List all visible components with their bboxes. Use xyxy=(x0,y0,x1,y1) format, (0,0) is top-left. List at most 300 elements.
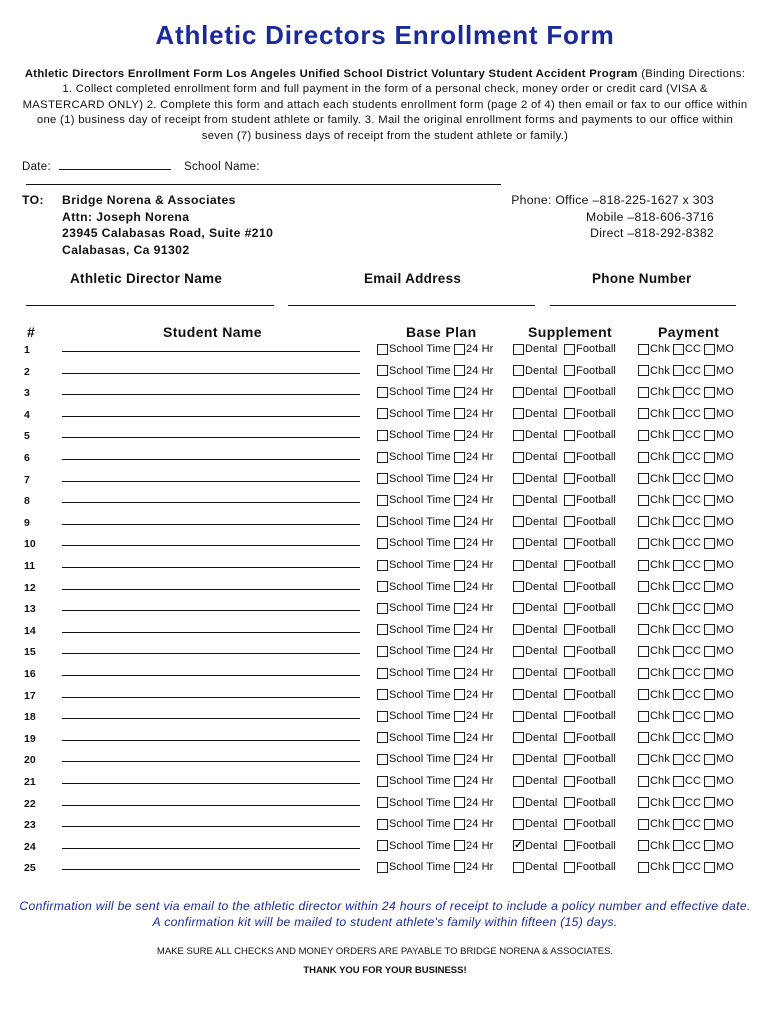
chk-option[interactable] xyxy=(638,558,670,572)
checkbox-icon[interactable] xyxy=(564,754,575,765)
athletic-director-name-field[interactable] xyxy=(26,305,274,306)
football-option[interactable] xyxy=(564,580,616,594)
checkbox-icon[interactable] xyxy=(377,581,388,592)
checkbox-icon[interactable] xyxy=(454,581,465,592)
student-name-field[interactable] xyxy=(62,481,360,482)
school-time-option[interactable] xyxy=(377,536,451,550)
dental-option[interactable] xyxy=(513,644,557,658)
dental-option[interactable] xyxy=(513,428,557,442)
checkbox-icon[interactable] xyxy=(638,452,649,463)
checkbox-icon[interactable] xyxy=(638,603,649,614)
football-option[interactable] xyxy=(564,601,616,615)
football-option[interactable] xyxy=(564,364,616,378)
mo-option[interactable] xyxy=(704,796,734,810)
football-option[interactable] xyxy=(564,709,616,723)
school-time-option[interactable] xyxy=(377,731,451,745)
checkbox-icon[interactable] xyxy=(564,538,575,549)
checkbox-icon[interactable] xyxy=(638,387,649,398)
cc-option[interactable] xyxy=(673,601,701,615)
checkbox-icon[interactable] xyxy=(704,689,715,700)
checkbox-icon[interactable] xyxy=(513,495,524,506)
24-hr-option[interactable] xyxy=(454,601,493,615)
school-time-option[interactable] xyxy=(377,774,451,788)
mo-option[interactable] xyxy=(704,536,734,550)
cc-option[interactable] xyxy=(673,472,701,486)
chk-option[interactable] xyxy=(638,407,670,421)
24-hr-option[interactable] xyxy=(454,385,493,399)
24-hr-option[interactable] xyxy=(454,536,493,550)
football-option[interactable] xyxy=(564,774,616,788)
checkbox-icon[interactable] xyxy=(638,646,649,657)
cc-option[interactable] xyxy=(673,666,701,680)
checkbox-icon[interactable] xyxy=(377,754,388,765)
24-hr-option[interactable] xyxy=(454,623,493,637)
checkbox-icon[interactable] xyxy=(377,603,388,614)
checkbox-icon[interactable] xyxy=(564,560,575,571)
checkbox-icon[interactable] xyxy=(704,862,715,873)
student-name-field[interactable] xyxy=(62,589,360,590)
24-hr-option[interactable] xyxy=(454,493,493,507)
checkbox-icon[interactable] xyxy=(513,538,524,549)
checkbox-icon[interactable] xyxy=(704,387,715,398)
checkbox-icon[interactable] xyxy=(638,624,649,635)
football-option[interactable] xyxy=(564,558,616,572)
mo-option[interactable] xyxy=(704,493,734,507)
24-hr-option[interactable] xyxy=(454,731,493,745)
24-hr-option[interactable] xyxy=(454,817,493,831)
cc-option[interactable] xyxy=(673,839,701,853)
football-option[interactable] xyxy=(564,623,616,637)
mo-option[interactable] xyxy=(704,731,734,745)
student-name-field[interactable] xyxy=(62,459,360,460)
checkbox-icon[interactable] xyxy=(673,473,684,484)
checkbox-icon[interactable] xyxy=(704,560,715,571)
checkbox-icon[interactable] xyxy=(377,711,388,722)
checkbox-icon[interactable] xyxy=(704,365,715,376)
checkbox-icon[interactable] xyxy=(564,495,575,506)
checkbox-icon[interactable] xyxy=(704,776,715,787)
student-name-field[interactable] xyxy=(62,740,360,741)
mo-option[interactable] xyxy=(704,580,734,594)
school-time-option[interactable] xyxy=(377,407,451,421)
checkbox-icon[interactable] xyxy=(673,711,684,722)
dental-option[interactable] xyxy=(513,407,557,421)
checkbox-icon[interactable] xyxy=(673,732,684,743)
school-time-option[interactable] xyxy=(377,385,451,399)
chk-option[interactable] xyxy=(638,493,670,507)
school-time-option[interactable] xyxy=(377,580,451,594)
24-hr-option[interactable] xyxy=(454,364,493,378)
checkbox-icon[interactable] xyxy=(454,408,465,419)
cc-option[interactable] xyxy=(673,580,701,594)
checkbox-icon[interactable] xyxy=(673,862,684,873)
checkbox-icon[interactable] xyxy=(454,430,465,441)
football-option[interactable] xyxy=(564,515,616,529)
checkbox-icon[interactable] xyxy=(377,365,388,376)
cc-option[interactable] xyxy=(673,817,701,831)
checkbox-icon[interactable] xyxy=(673,452,684,463)
mo-option[interactable] xyxy=(704,558,734,572)
24-hr-option[interactable] xyxy=(454,407,493,421)
mo-option[interactable] xyxy=(704,407,734,421)
checkbox-icon[interactable] xyxy=(673,408,684,419)
student-name-field[interactable] xyxy=(62,351,360,352)
student-name-field[interactable] xyxy=(62,373,360,374)
chk-option[interactable] xyxy=(638,644,670,658)
checkbox-icon[interactable] xyxy=(673,797,684,808)
chk-option[interactable] xyxy=(638,709,670,723)
checkbox-icon[interactable] xyxy=(377,797,388,808)
checkbox-icon[interactable] xyxy=(454,495,465,506)
student-name-field[interactable] xyxy=(62,869,360,870)
checkbox-icon[interactable] xyxy=(513,408,524,419)
chk-option[interactable] xyxy=(638,472,670,486)
dental-option[interactable] xyxy=(513,860,557,874)
dental-option[interactable] xyxy=(513,709,557,723)
checkbox-icon[interactable] xyxy=(454,603,465,614)
checkbox-icon[interactable] xyxy=(513,452,524,463)
dental-option[interactable] xyxy=(513,385,557,399)
checkbox-icon[interactable] xyxy=(377,516,388,527)
checkbox-icon[interactable] xyxy=(564,862,575,873)
checkbox-icon[interactable] xyxy=(454,624,465,635)
student-name-field[interactable] xyxy=(62,783,360,784)
student-name-field[interactable] xyxy=(62,610,360,611)
checkbox-icon[interactable] xyxy=(564,819,575,830)
cc-option[interactable] xyxy=(673,752,701,766)
24-hr-option[interactable] xyxy=(454,774,493,788)
checkbox-icon[interactable] xyxy=(513,776,524,787)
checkbox-icon[interactable] xyxy=(673,840,684,851)
checkbox-icon[interactable] xyxy=(454,754,465,765)
football-option[interactable] xyxy=(564,644,616,658)
24-hr-option[interactable] xyxy=(454,796,493,810)
mo-option[interactable] xyxy=(704,709,734,723)
cc-option[interactable] xyxy=(673,342,701,356)
chk-option[interactable] xyxy=(638,860,670,874)
football-option[interactable] xyxy=(564,752,616,766)
dental-option[interactable] xyxy=(513,558,557,572)
chk-option[interactable] xyxy=(638,796,670,810)
checkbox-icon[interactable] xyxy=(704,646,715,657)
checkbox-icon[interactable] xyxy=(513,473,524,484)
checkbox-icon[interactable] xyxy=(454,516,465,527)
24-hr-option[interactable] xyxy=(454,709,493,723)
school-time-option[interactable] xyxy=(377,709,451,723)
checkbox-icon[interactable] xyxy=(377,495,388,506)
checkbox-icon[interactable] xyxy=(638,408,649,419)
24-hr-option[interactable] xyxy=(454,428,493,442)
chk-option[interactable] xyxy=(638,601,670,615)
student-name-field[interactable] xyxy=(62,416,360,417)
checkbox-icon[interactable] xyxy=(454,344,465,355)
football-option[interactable] xyxy=(564,688,616,702)
dental-option[interactable] xyxy=(513,472,557,486)
checkbox-icon[interactable] xyxy=(564,581,575,592)
checkbox-icon[interactable] xyxy=(704,344,715,355)
student-name-field[interactable] xyxy=(62,632,360,633)
school-time-option[interactable] xyxy=(377,450,451,464)
football-option[interactable] xyxy=(564,796,616,810)
checkbox-icon[interactable] xyxy=(673,387,684,398)
checkbox-icon[interactable] xyxy=(638,538,649,549)
mo-option[interactable] xyxy=(704,623,734,637)
dental-option[interactable] xyxy=(513,796,557,810)
football-option[interactable] xyxy=(564,407,616,421)
checkbox-icon[interactable] xyxy=(564,408,575,419)
checkbox-icon[interactable] xyxy=(704,840,715,851)
checkbox-icon[interactable] xyxy=(564,711,575,722)
checkbox-icon[interactable] xyxy=(513,819,524,830)
student-name-field[interactable] xyxy=(62,675,360,676)
checkbox-icon[interactable] xyxy=(638,560,649,571)
checkbox-icon[interactable] xyxy=(638,754,649,765)
checkbox-icon[interactable] xyxy=(513,840,524,851)
school-time-option[interactable] xyxy=(377,342,451,356)
football-option[interactable] xyxy=(564,860,616,874)
checkbox-icon[interactable] xyxy=(454,473,465,484)
checkbox-icon[interactable] xyxy=(513,754,524,765)
school-time-option[interactable] xyxy=(377,623,451,637)
football-option[interactable] xyxy=(564,536,616,550)
checkbox-icon[interactable] xyxy=(377,862,388,873)
checkbox-icon[interactable] xyxy=(377,430,388,441)
mo-option[interactable] xyxy=(704,601,734,615)
checkbox-icon[interactable] xyxy=(638,581,649,592)
checkbox-icon[interactable] xyxy=(673,646,684,657)
football-option[interactable] xyxy=(564,493,616,507)
24-hr-option[interactable] xyxy=(454,688,493,702)
school-time-option[interactable] xyxy=(377,515,451,529)
checkbox-icon[interactable] xyxy=(704,754,715,765)
cc-option[interactable] xyxy=(673,493,701,507)
dental-option[interactable] xyxy=(513,536,557,550)
checkbox-icon[interactable] xyxy=(454,365,465,376)
dental-option[interactable] xyxy=(513,493,557,507)
checkbox-icon[interactable] xyxy=(513,344,524,355)
school-time-option[interactable] xyxy=(377,817,451,831)
student-name-field[interactable] xyxy=(62,718,360,719)
checkbox-icon[interactable] xyxy=(454,862,465,873)
checkbox-icon[interactable] xyxy=(638,840,649,851)
24-hr-option[interactable] xyxy=(454,580,493,594)
checkbox-icon[interactable] xyxy=(377,408,388,419)
checkbox-icon[interactable] xyxy=(704,797,715,808)
chk-option[interactable] xyxy=(638,536,670,550)
cc-option[interactable] xyxy=(673,450,701,464)
checkbox-icon[interactable] xyxy=(564,473,575,484)
student-name-field[interactable] xyxy=(62,502,360,503)
checkbox-icon[interactable] xyxy=(564,840,575,851)
checkbox-icon[interactable] xyxy=(673,560,684,571)
checkbox-icon[interactable] xyxy=(377,473,388,484)
checkbox-icon[interactable] xyxy=(704,473,715,484)
checkbox-icon[interactable] xyxy=(513,711,524,722)
chk-option[interactable] xyxy=(638,774,670,788)
mo-option[interactable] xyxy=(704,817,734,831)
checkbox-icon[interactable] xyxy=(638,495,649,506)
cc-option[interactable] xyxy=(673,644,701,658)
football-option[interactable] xyxy=(564,472,616,486)
chk-option[interactable] xyxy=(638,515,670,529)
checkbox-icon[interactable] xyxy=(513,603,524,614)
24-hr-option[interactable] xyxy=(454,666,493,680)
checkbox-icon[interactable] xyxy=(377,689,388,700)
checkbox-icon[interactable] xyxy=(454,689,465,700)
checkbox-icon[interactable] xyxy=(673,538,684,549)
school-time-option[interactable] xyxy=(377,364,451,378)
checkbox-icon[interactable] xyxy=(673,430,684,441)
checkbox-icon[interactable] xyxy=(564,430,575,441)
football-option[interactable] xyxy=(564,731,616,745)
checkbox-icon[interactable] xyxy=(673,603,684,614)
checkbox-icon[interactable] xyxy=(564,668,575,679)
checkbox-icon[interactable] xyxy=(638,473,649,484)
checkbox-icon[interactable] xyxy=(513,646,524,657)
checkbox-icon[interactable] xyxy=(454,840,465,851)
24-hr-option[interactable] xyxy=(454,644,493,658)
checkbox-icon[interactable] xyxy=(704,732,715,743)
checkbox-icon[interactable] xyxy=(513,365,524,376)
checkbox-icon[interactable] xyxy=(513,668,524,679)
checkbox-icon[interactable] xyxy=(454,776,465,787)
checkbox-icon[interactable] xyxy=(564,516,575,527)
checkbox-icon[interactable] xyxy=(704,495,715,506)
checkbox-icon[interactable] xyxy=(704,603,715,614)
school-time-option[interactable] xyxy=(377,601,451,615)
student-name-field[interactable] xyxy=(62,761,360,762)
checkbox-icon[interactable] xyxy=(564,732,575,743)
school-time-option[interactable] xyxy=(377,688,451,702)
chk-option[interactable] xyxy=(638,385,670,399)
checkbox-icon[interactable] xyxy=(704,430,715,441)
dental-option[interactable] xyxy=(513,688,557,702)
checkbox-icon[interactable] xyxy=(377,732,388,743)
checkbox-icon[interactable] xyxy=(454,668,465,679)
cc-option[interactable] xyxy=(673,731,701,745)
checkbox-icon[interactable] xyxy=(377,560,388,571)
dental-option[interactable] xyxy=(513,774,557,788)
school-time-option[interactable] xyxy=(377,493,451,507)
checkbox-icon[interactable] xyxy=(673,581,684,592)
cc-option[interactable] xyxy=(673,364,701,378)
cc-option[interactable] xyxy=(673,515,701,529)
checkbox-icon[interactable] xyxy=(564,452,575,463)
dental-option[interactable] xyxy=(513,666,557,680)
checkbox-icon[interactable] xyxy=(377,646,388,657)
student-name-field[interactable] xyxy=(62,437,360,438)
checkbox-icon[interactable] xyxy=(638,668,649,679)
mo-option[interactable] xyxy=(704,342,734,356)
checkbox-icon[interactable] xyxy=(513,430,524,441)
dental-option[interactable] xyxy=(513,839,557,853)
school-time-option[interactable] xyxy=(377,666,451,680)
checkbox-icon[interactable] xyxy=(638,862,649,873)
checkbox-icon[interactable] xyxy=(638,797,649,808)
football-option[interactable] xyxy=(564,428,616,442)
cc-option[interactable] xyxy=(673,385,701,399)
mo-option[interactable] xyxy=(704,385,734,399)
student-name-field[interactable] xyxy=(62,567,360,568)
mo-option[interactable] xyxy=(704,839,734,853)
chk-option[interactable] xyxy=(638,688,670,702)
checkbox-icon[interactable] xyxy=(377,668,388,679)
checkbox-icon[interactable] xyxy=(638,516,649,527)
chk-option[interactable] xyxy=(638,623,670,637)
checkbox-icon[interactable] xyxy=(513,624,524,635)
dental-option[interactable] xyxy=(513,623,557,637)
chk-option[interactable] xyxy=(638,752,670,766)
checkbox-icon[interactable] xyxy=(564,344,575,355)
email-address-field[interactable] xyxy=(288,305,535,306)
student-name-field[interactable] xyxy=(62,653,360,654)
cc-option[interactable] xyxy=(673,688,701,702)
checkbox-icon[interactable] xyxy=(704,668,715,679)
checkbox-icon[interactable] xyxy=(513,689,524,700)
checkbox-icon[interactable] xyxy=(673,819,684,830)
dental-option[interactable] xyxy=(513,515,557,529)
checkbox-icon[interactable] xyxy=(454,538,465,549)
checkbox-icon[interactable] xyxy=(454,797,465,808)
chk-option[interactable] xyxy=(638,580,670,594)
checkbox-icon[interactable] xyxy=(377,840,388,851)
checkbox-icon[interactable] xyxy=(564,797,575,808)
checkbox-icon[interactable] xyxy=(513,516,524,527)
checkbox-icon[interactable] xyxy=(638,344,649,355)
checkbox-icon[interactable] xyxy=(377,344,388,355)
checkbox-icon[interactable] xyxy=(638,365,649,376)
checkbox-icon[interactable] xyxy=(673,624,684,635)
mo-option[interactable] xyxy=(704,644,734,658)
cc-option[interactable] xyxy=(673,623,701,637)
checkbox-icon[interactable] xyxy=(704,408,715,419)
school-time-option[interactable] xyxy=(377,472,451,486)
checkbox-icon[interactable] xyxy=(638,819,649,830)
mo-option[interactable] xyxy=(704,364,734,378)
checkbox-icon[interactable] xyxy=(564,646,575,657)
chk-option[interactable] xyxy=(638,428,670,442)
football-option[interactable] xyxy=(564,839,616,853)
checkbox-icon[interactable] xyxy=(673,668,684,679)
checkbox-icon[interactable] xyxy=(704,819,715,830)
checkbox-icon[interactable] xyxy=(564,365,575,376)
24-hr-option[interactable] xyxy=(454,839,493,853)
dental-option[interactable] xyxy=(513,342,557,356)
mo-option[interactable] xyxy=(704,515,734,529)
chk-option[interactable] xyxy=(638,731,670,745)
checkbox-icon[interactable] xyxy=(564,689,575,700)
student-name-field[interactable] xyxy=(62,805,360,806)
football-option[interactable] xyxy=(564,342,616,356)
dental-option[interactable] xyxy=(513,817,557,831)
mo-option[interactable] xyxy=(704,450,734,464)
cc-option[interactable] xyxy=(673,709,701,723)
student-name-field[interactable] xyxy=(62,697,360,698)
checkbox-icon[interactable] xyxy=(454,387,465,398)
dental-option[interactable] xyxy=(513,601,557,615)
dental-option[interactable] xyxy=(513,364,557,378)
checkbox-icon[interactable] xyxy=(673,516,684,527)
date-field[interactable] xyxy=(59,158,171,170)
chk-option[interactable] xyxy=(638,342,670,356)
24-hr-option[interactable] xyxy=(454,752,493,766)
school-time-option[interactable] xyxy=(377,752,451,766)
checkbox-icon[interactable] xyxy=(673,495,684,506)
phone-number-field[interactable] xyxy=(550,305,736,306)
checkbox-icon[interactable] xyxy=(454,732,465,743)
checkbox-icon[interactable] xyxy=(704,538,715,549)
mo-option[interactable] xyxy=(704,860,734,874)
